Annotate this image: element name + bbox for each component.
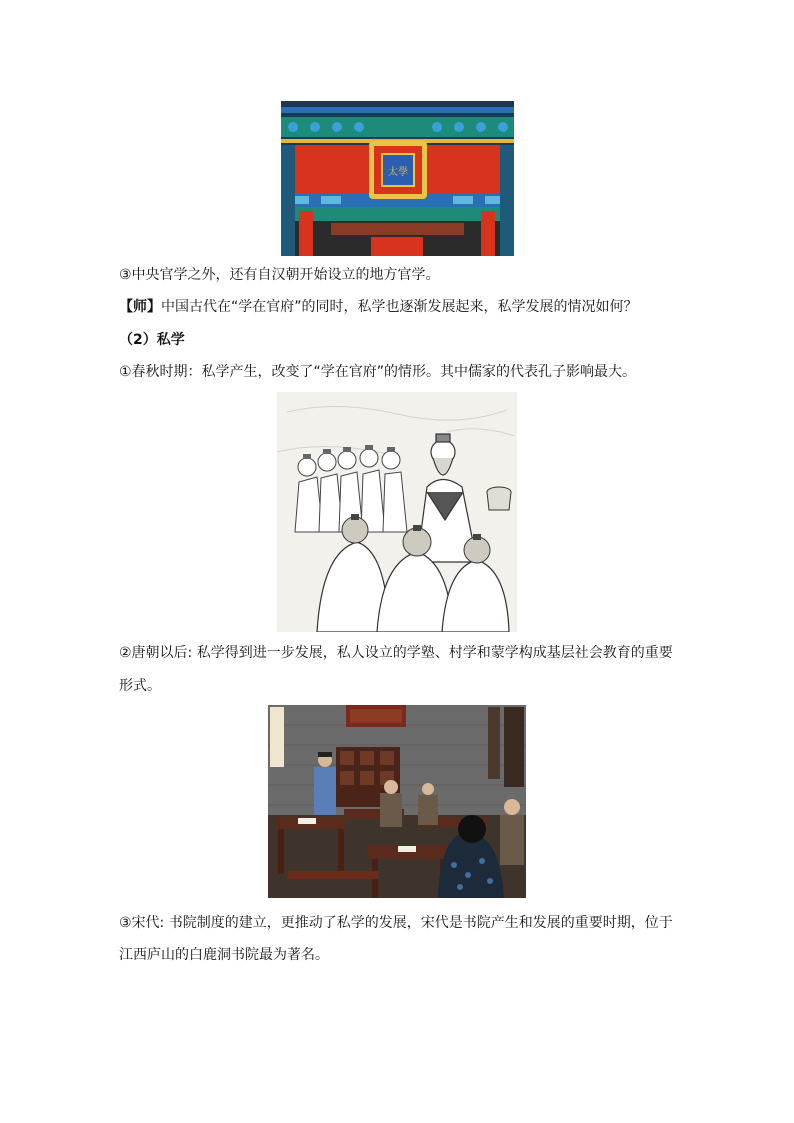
academy-gate-image xyxy=(281,101,514,256)
section-heading-private-school: （2）私学 xyxy=(119,332,185,348)
paragraph-local-official-schools: ③中央官学之外，还有自汉朝开始设立的地方官学。 xyxy=(119,267,440,283)
teacher-label: 【师】 xyxy=(119,299,161,315)
paragraph-spring-autumn: ①春秋时期：私学产生，改变了“学在官府”的情形。其中儒家的代表孔子影响最大。 xyxy=(119,364,637,380)
paragraph-tang-line1: ②唐朝以后: 私学得到进一步发展，私人设立的学塾、村学和蒙学构成基层社会教育的重要 xyxy=(119,645,673,661)
private-classroom-image xyxy=(268,705,526,898)
paragraph-tang-line2: 形式。 xyxy=(119,678,161,694)
teacher-question xyxy=(119,297,638,317)
paragraph-song-line1: ③宋代: 书院制度的建立，更推动了私学的发展，宋代是书院产生和发展的重要时期，位于 xyxy=(119,915,673,931)
svg-text:太學: 太學 xyxy=(388,167,408,178)
teacher-question-text: 中国古代在“学在官府”的同时，私学也逐渐发展起来，私学发展的情况如何？ xyxy=(161,299,638,315)
confucius-teaching-image xyxy=(277,392,517,632)
paragraph-song-line2: 江西庐山的白鹿洞书院最为著名。 xyxy=(119,947,329,963)
